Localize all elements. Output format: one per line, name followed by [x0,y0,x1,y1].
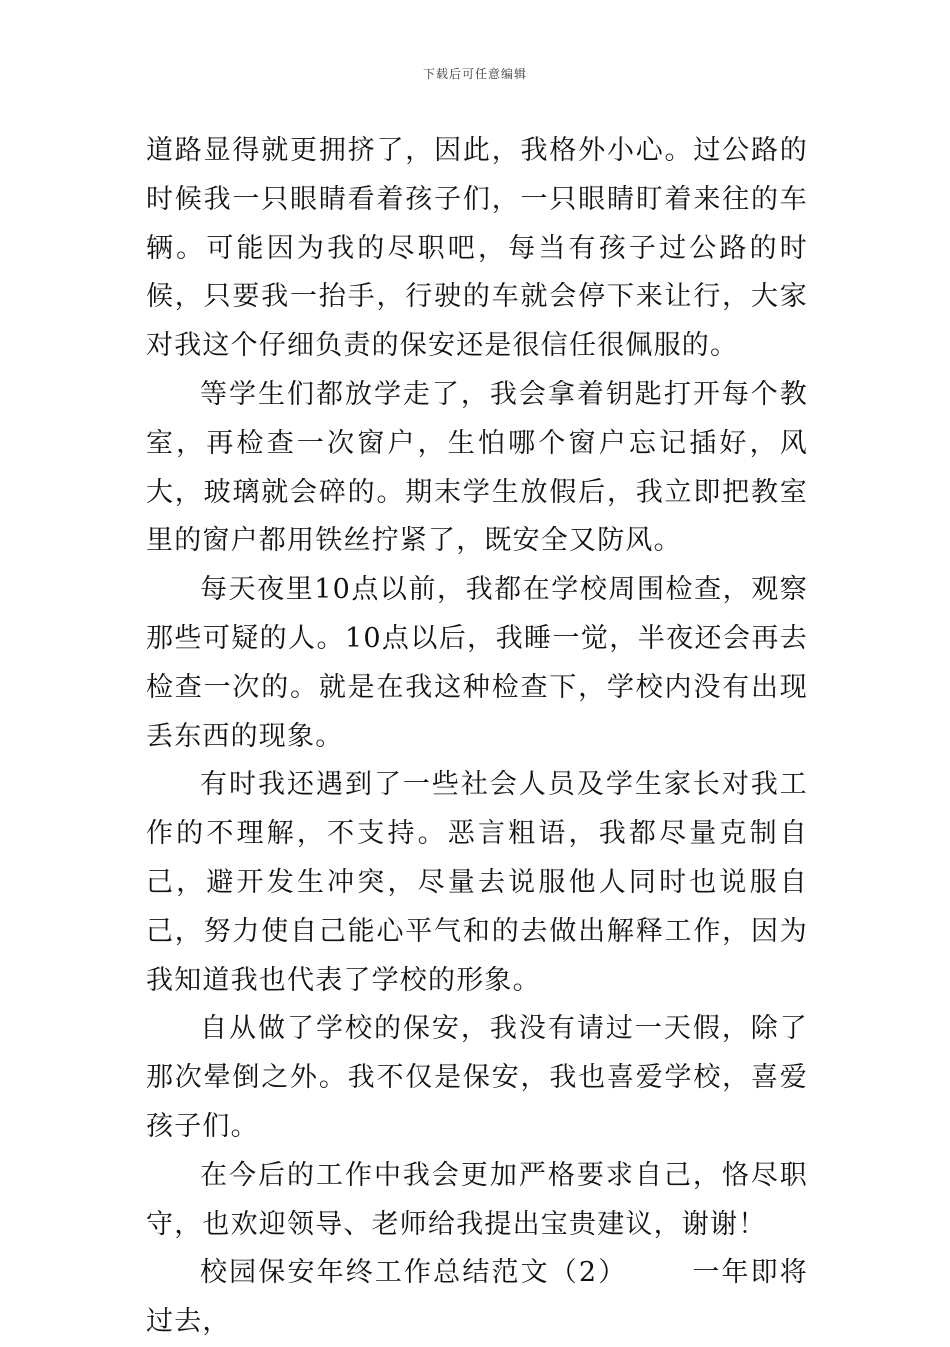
section-heading-line [146,1249,808,1347]
paragraph-6: 在今后的工作中我会更加严格要求自己，恪尽职守，也欢迎领导、老师给我提出宝贵建议，谢谢！ [146,1159,808,1240]
paragraph-3: 每天夜里10点以前，我都在学校周围检查，观察那些可疑的人。10点以后，我睡一觉，半夜还会再去检查一次的。就是在我这种检查下，学校内没有出现丢东西的现象。 [146,574,808,752]
document-body [146,127,808,1347]
paragraph-2: 等学生们都放学走了，我会拿着钥匙打开每个教室，再检查一次窗户，生怕哪个窗户忘记插好，风大，玻璃就会碎的。期末学生放假后，我立即把教室里的窗户都用铁丝拧紧了，既安全又防风。 [146,378,808,557]
paragraph-5: 自从做了学校的保安，我没有请过一天假，除了那次晕倒之外。我不仅是保安，我也喜爱学校，喜爱孩子们。 [146,1013,808,1142]
download-note: 下载后可任意编辑 [422,67,527,81]
paragraph-4: 有时我还遇到了一些社会人员及学生家长对我工作的不理解，不支持。恶言粗语，我都尽量克制自己，避开发生冲突，尽量去说服他人同时也说服自己，努力使自己能心平气和的去做出解释工作，因为我知道我也代表了学校的形象。 [146,769,808,996]
section-lead: 一年即将过去， [146,1257,808,1338]
paragraph-1: 道路显得就更拥挤了，因此，我格外小心。过公路的时候我一只眼睛看着孩子们，一只眼睛盯着来往的车辆。可能因为我的尽职吧，每当有孩子过公路的时候，只要我一抬手，行驶的车就会停下来让行，大家对我这个仔细负责的保安还是很信任很佩服的。 [146,135,808,362]
section-title: 校园保安年终工作总结范文（2） [200,1257,628,1289]
